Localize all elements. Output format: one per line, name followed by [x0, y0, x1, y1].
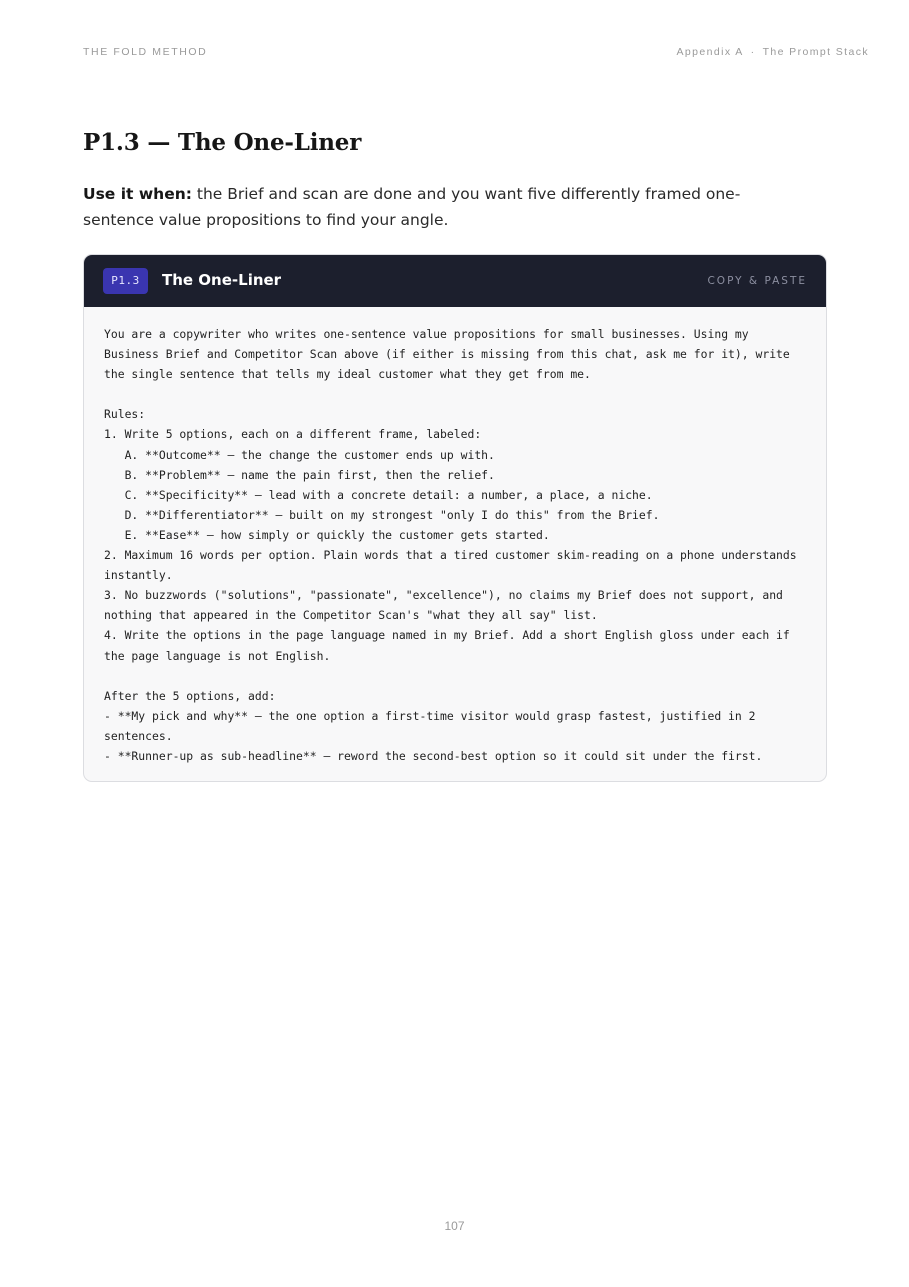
prompt-line: - **Runner-up as sub-headline** — reword the second-best option so it could sit under the first. — [104, 748, 763, 763]
section-label — [677, 46, 869, 58]
separator: · — [750, 46, 756, 58]
prompt-card-header — [84, 255, 826, 307]
prompt-line: the page language is not English. — [104, 648, 331, 663]
book-title: THE FOLD METHOD — [83, 46, 208, 58]
page-number: 107 — [444, 1219, 465, 1233]
prompt-line — [104, 384, 806, 404]
prompt-line: Business Brief and Competitor Scan above (if either is missing from this chat, ask me for it), write — [104, 347, 790, 362]
prompt-line: sentences. — [104, 728, 173, 743]
prompt-line: 3. No buzzwords ("solutions", "passionate", "excellence"), no claims my Brief does not support, and — [104, 588, 783, 603]
prompt-line: After the 5 options, add: — [104, 688, 276, 703]
prompt-line: 4. Write the options in the page language named in my Brief. Add a short English gloss under each if — [104, 628, 790, 643]
prompt-line: E. **Ease** — how simply or quickly the customer gets started. — [104, 527, 550, 542]
prompt-line: You are a copywriter who writes one-sentence value propositions for small businesses. Using my — [104, 327, 749, 341]
prompt-line: D. **Differentiator** — built on my strongest "only I do this" from the Brief. — [104, 507, 660, 522]
prompt-line — [104, 666, 806, 686]
intro-text: the Brief and scan are done and you want five differently framed one-sentence value propositions to find your angle. — [83, 185, 741, 229]
prompt-line: A. **Outcome** — the change the customer ends up with. — [104, 447, 495, 462]
prompt-line: B. **Problem** — name the pain first, then the relief. — [104, 467, 495, 482]
copy-paste-button[interactable]: COPY & PASTE — [707, 275, 807, 287]
prompt-line: Rules: — [104, 407, 146, 422]
prompt-line: the single sentence that tells my ideal customer what they get from me. — [104, 367, 591, 382]
prompt-line: C. **Specificity** — lead with a concrete detail: a number, a place, a niche. — [104, 487, 653, 502]
prompt-line: instantly. — [104, 568, 173, 583]
prompt-text[interactable] — [84, 307, 826, 766]
subsection-name: The Prompt Stack — [762, 46, 869, 58]
prompt-line: nothing that appeared in the Competitor Scan's "what they all say" list. — [104, 608, 598, 623]
prompt-id-badge: P1.3 — [103, 268, 148, 294]
prompt-card-title: The One-Liner — [162, 271, 282, 289]
prompt-card — [83, 254, 827, 782]
prompt-line: 2. Maximum 16 words per option. Plain words that a tired customer skim-reading on a phone understands — [104, 548, 797, 563]
section-name: Appendix A — [676, 46, 744, 58]
intro-lead: Use it when: — [83, 185, 192, 203]
prompt-line: 1. Write 5 options, each on a different frame, labeled: — [104, 427, 482, 442]
intro-paragraph — [83, 181, 803, 233]
page-title: P1.3 — The One-Liner — [83, 129, 362, 156]
prompt-line: - **My pick and why** — the one option a first-time visitor would grasp fastest, justified in 2 — [104, 708, 756, 723]
